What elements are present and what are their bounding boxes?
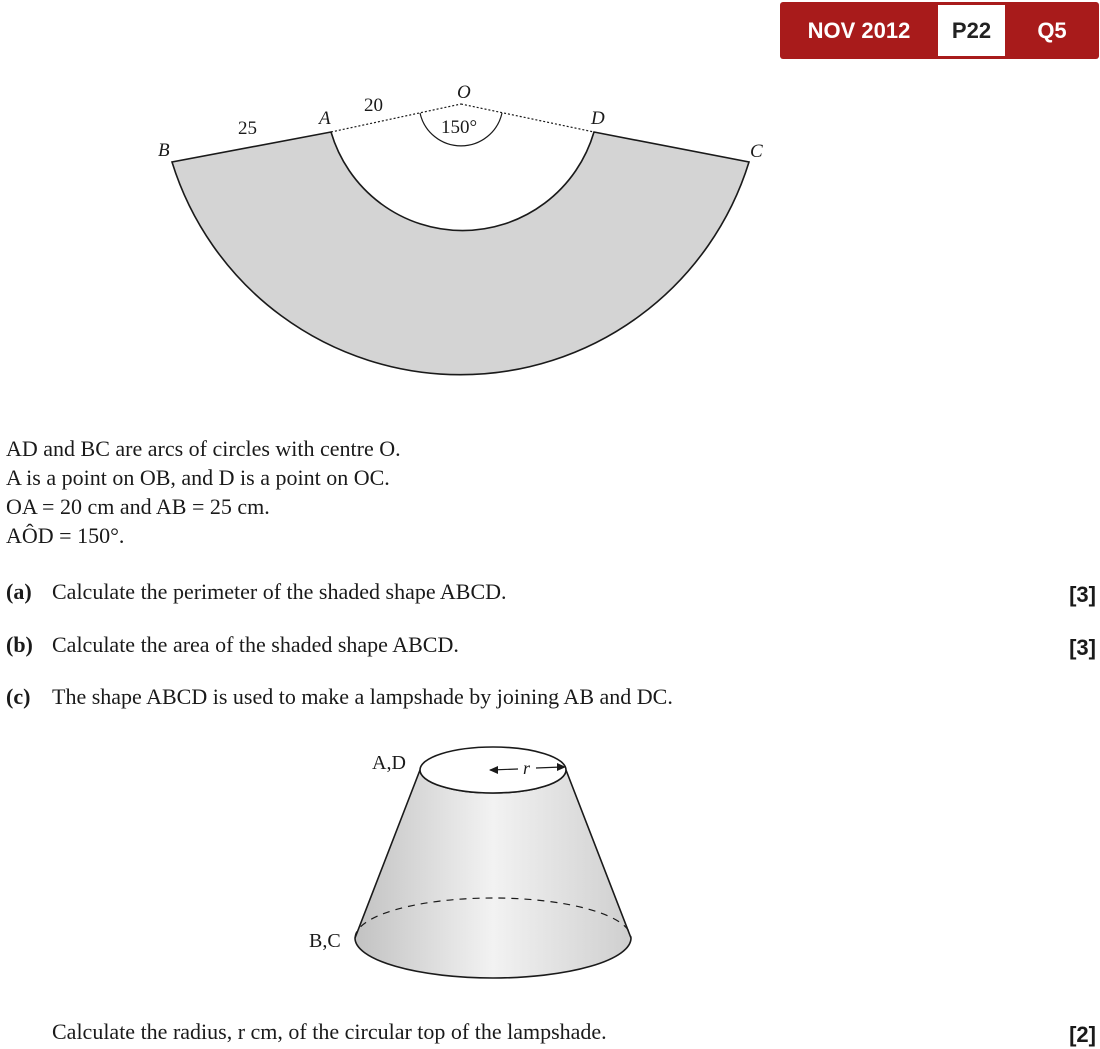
info-line-1: AD and BC are arcs of circles with centre O. <box>6 436 401 461</box>
label-d: D <box>591 108 605 129</box>
part-a-text: Calculate the perimeter of the shaded shape ABCD. <box>52 579 507 604</box>
measure-oa: 20 <box>364 95 383 116</box>
part-b-text: Calculate the area of the shaded shape ABCD. <box>52 632 459 657</box>
lampshade-body <box>355 770 631 978</box>
info-line-4: AÔD = 150°. <box>6 523 125 548</box>
part-b-label: (b) <box>6 632 33 657</box>
info-line-3: OA = 20 cm and AB = 25 cm. <box>6 494 270 519</box>
label-bc: B,C <box>309 930 341 952</box>
label-o: O <box>457 82 471 103</box>
sector-figure <box>0 0 800 420</box>
part-c-label: (c) <box>6 684 31 709</box>
lampshade-figure <box>290 735 710 995</box>
given-information <box>6 434 401 550</box>
part-b <box>6 632 459 658</box>
angle-label: 150° <box>441 117 478 138</box>
label-b: B <box>158 140 170 161</box>
final-question-text: Calculate the radius, r cm, of the circular top of the lampshade. <box>52 1019 607 1044</box>
part-c <box>6 684 673 710</box>
label-ad: A,D <box>372 752 406 774</box>
part-a <box>6 579 507 605</box>
part-a-marks: [3] <box>1069 582 1096 607</box>
final-marks: [2] <box>1069 1022 1096 1047</box>
radius-label: r <box>523 758 531 778</box>
part-a-label: (a) <box>6 579 32 604</box>
label-c: C <box>750 141 763 162</box>
measure-ab: 25 <box>238 118 257 139</box>
part-c-text: The shape ABCD is used to make a lampshade by joining AB and DC. <box>52 684 673 709</box>
part-b-marks: [3] <box>1069 635 1096 660</box>
badge-question: Q5 <box>1037 17 1067 43</box>
badge-session: NOV 2012 <box>807 17 911 43</box>
info-line-2: A is a point on OB, and D is a point on OC. <box>6 465 390 490</box>
shaded-shape-abcd <box>172 132 749 375</box>
dotted-line-od <box>461 104 594 132</box>
question-badge <box>780 2 1099 59</box>
badge-paper: P22 <box>938 5 1005 56</box>
label-a: A <box>319 108 331 129</box>
